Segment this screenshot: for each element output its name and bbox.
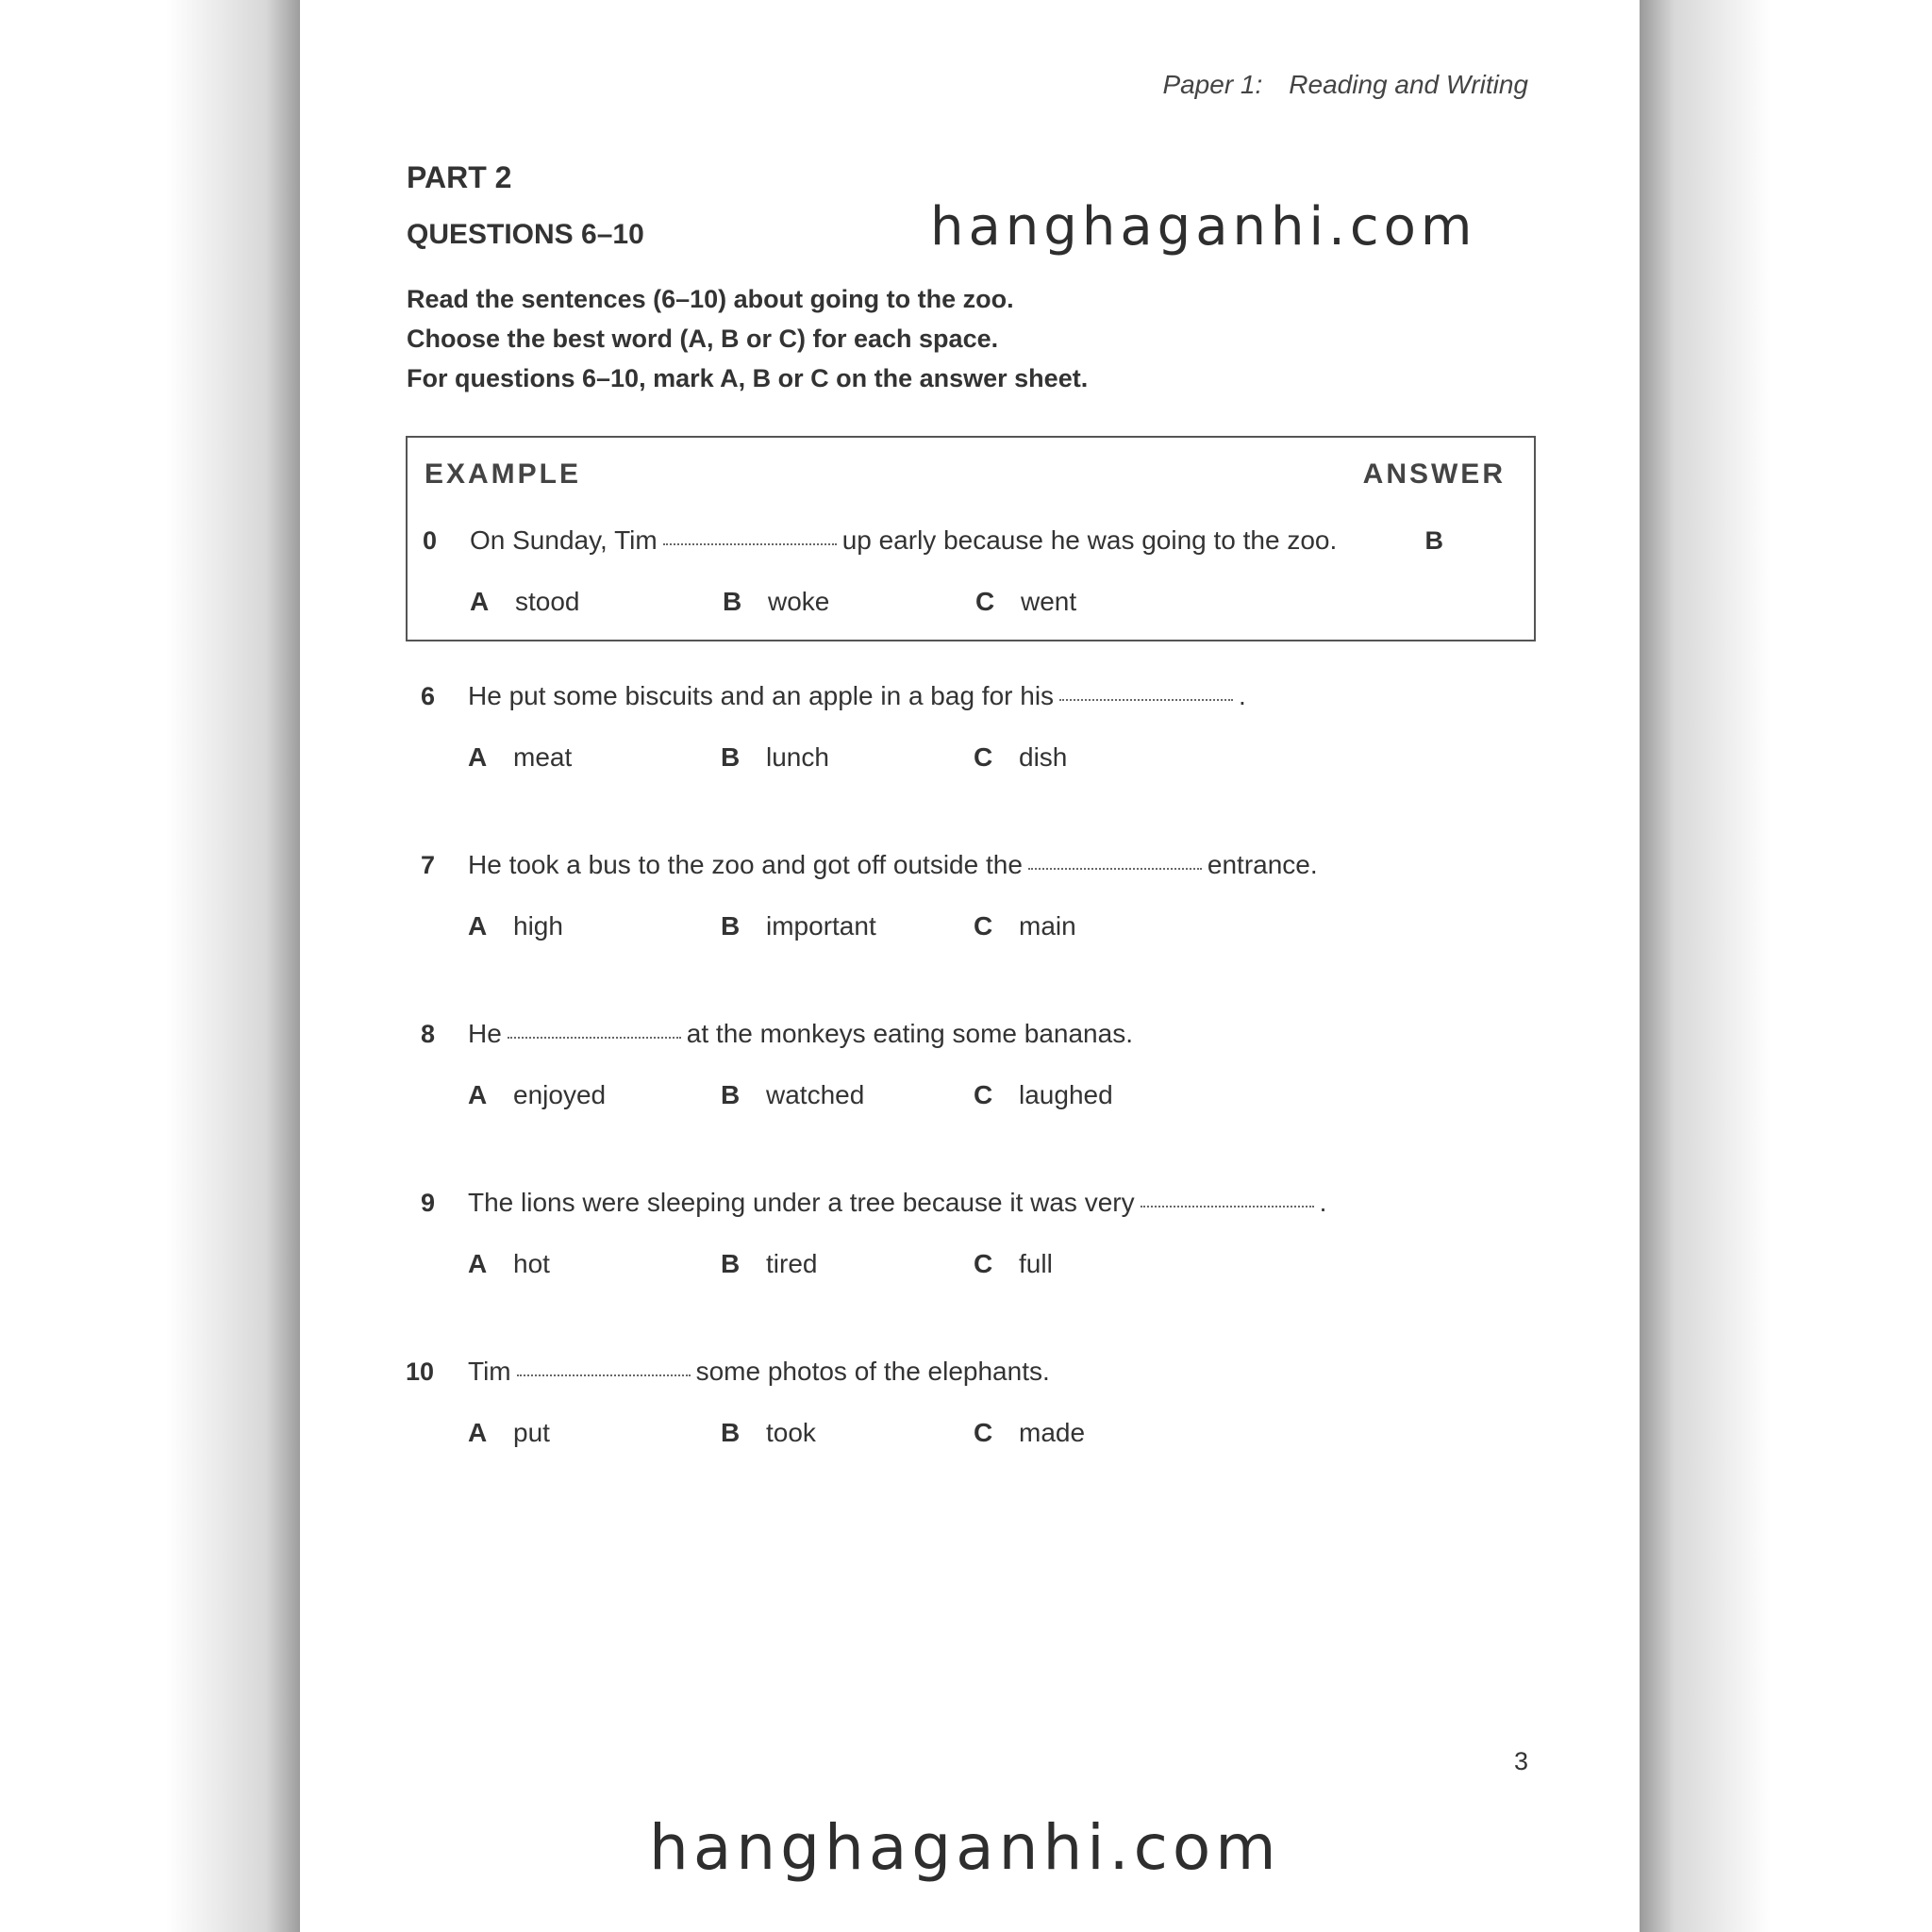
option-letter: B [721, 1418, 741, 1447]
blank-line [663, 543, 837, 545]
option-letter: C [974, 1249, 993, 1278]
question-10-option-a[interactable] [468, 1418, 550, 1448]
example-number: 0 [423, 526, 438, 555]
sentence-after: . [1319, 1188, 1327, 1217]
option-text: full [1019, 1249, 1053, 1278]
question-9-sentence [468, 1188, 1326, 1218]
header-paper: Paper 1: [1162, 70, 1263, 99]
option-letter: B [721, 742, 741, 772]
option-text: made [1019, 1418, 1086, 1447]
sentence-after: at the monkeys eating some bananas. [686, 1019, 1133, 1048]
option-letter: B [723, 587, 742, 616]
left-page-shadow [0, 0, 302, 1932]
example-label: EXAMPLE [425, 458, 582, 490]
option-text: hot [513, 1249, 550, 1278]
question-7-number: 7 [421, 851, 436, 879]
question-8-sentence [468, 1019, 1133, 1049]
question-6-option-c[interactable] [974, 742, 1067, 773]
option-text: tired [766, 1249, 818, 1278]
watermark-bottom: hanghaganhi.com [649, 1811, 1281, 1884]
option-letter: C [975, 587, 995, 616]
blank-line [1141, 1206, 1314, 1208]
option-text: important [766, 911, 876, 941]
sentence-before: He took a bus to the zoo and got off outside the [468, 850, 1023, 879]
example-box [406, 436, 1536, 641]
sentence-before: He [468, 1019, 502, 1048]
option-letter: B [721, 911, 741, 941]
question-6-option-b[interactable] [721, 742, 829, 773]
option-text: watched [766, 1080, 865, 1109]
option-letter: C [974, 911, 993, 941]
exam-page [300, 0, 1636, 1932]
option-letter: A [468, 1249, 488, 1278]
questions-title: QUESTIONS 6–10 [407, 219, 644, 250]
question-7-option-a[interactable] [468, 911, 563, 941]
sentence-before: He put some biscuits and an apple in a bag for his [468, 681, 1055, 710]
option-text: enjoyed [513, 1080, 607, 1109]
sentence-after: some photos of the elephants. [695, 1357, 1050, 1386]
example-answer: B [1424, 526, 1443, 555]
question-8-option-a[interactable] [468, 1080, 606, 1110]
example-sentence [470, 525, 1337, 556]
page-number: 3 [1513, 1747, 1528, 1775]
question-10-option-b[interactable] [721, 1418, 816, 1448]
question-8-option-c[interactable] [974, 1080, 1113, 1110]
question-9-option-b[interactable] [721, 1249, 817, 1279]
option-letter: B [721, 1249, 741, 1278]
right-page-shadow [1640, 0, 1932, 1932]
option-letter: A [470, 587, 490, 616]
option-text: lunch [766, 742, 829, 772]
option-letter: C [974, 1080, 993, 1109]
option-letter: C [974, 1418, 993, 1447]
question-10-number: 10 [406, 1357, 435, 1386]
option-letter: C [974, 742, 993, 772]
instruction-line: Choose the best word (A, B or C) for each space. [407, 325, 999, 353]
sentence-after: up early because he was going to the zoo. [841, 525, 1338, 555]
part-title: PART 2 [407, 160, 512, 194]
header-section: Reading and Writing [1289, 70, 1528, 99]
question-7-option-c[interactable] [974, 911, 1076, 941]
option-text: put [513, 1418, 550, 1447]
answer-label: ANSWER [1362, 458, 1506, 490]
option-letter: A [468, 742, 488, 772]
option-b [723, 587, 829, 617]
sentence-before: The lions were sleeping under a tree because it was very [468, 1188, 1135, 1217]
question-10-sentence [468, 1357, 1050, 1387]
option-letter: A [468, 911, 488, 941]
question-9-option-a[interactable] [468, 1249, 550, 1279]
option-text: high [513, 911, 563, 941]
instruction-line: For questions 6–10, mark A, B or C on the answer sheet. [407, 364, 1089, 392]
option-text: dish [1019, 742, 1068, 772]
option-letter: B [721, 1080, 741, 1109]
question-6-number: 6 [421, 682, 436, 710]
option-a [470, 587, 580, 617]
blank-line [508, 1037, 681, 1039]
option-text: took [766, 1418, 816, 1447]
instruction-line: Read the sentences (6–10) about going to the zoo. [407, 285, 1014, 313]
option-letter: A [468, 1080, 488, 1109]
option-c [975, 587, 1076, 617]
blank-line [1059, 699, 1233, 701]
watermark-top: hanghaganhi.com [930, 196, 1477, 258]
instructions [407, 279, 1088, 398]
option-text: main [1019, 911, 1076, 941]
question-6-option-a[interactable] [468, 742, 572, 773]
option-text: woke [768, 587, 830, 616]
sentence-before: On Sunday, Tim [470, 525, 658, 555]
question-8-number: 8 [421, 1020, 436, 1048]
question-9-option-c[interactable] [974, 1249, 1053, 1279]
sentence-after: . [1239, 681, 1246, 710]
option-text: stood [515, 587, 580, 616]
question-10-option-c[interactable] [974, 1418, 1085, 1448]
sentence-before: Tim [468, 1357, 511, 1386]
question-7-option-b[interactable] [721, 911, 876, 941]
blank-line [517, 1374, 691, 1376]
blank-line [1028, 868, 1202, 870]
question-9-number: 9 [421, 1189, 436, 1217]
question-6-sentence [468, 681, 1246, 711]
running-header [1162, 70, 1528, 100]
sentence-after: entrance. [1207, 850, 1318, 879]
question-8-option-b[interactable] [721, 1080, 864, 1110]
option-text: laughed [1019, 1080, 1113, 1109]
option-text: meat [513, 742, 573, 772]
option-text: went [1021, 587, 1077, 616]
option-letter: A [468, 1418, 488, 1447]
question-7-sentence [468, 850, 1318, 880]
